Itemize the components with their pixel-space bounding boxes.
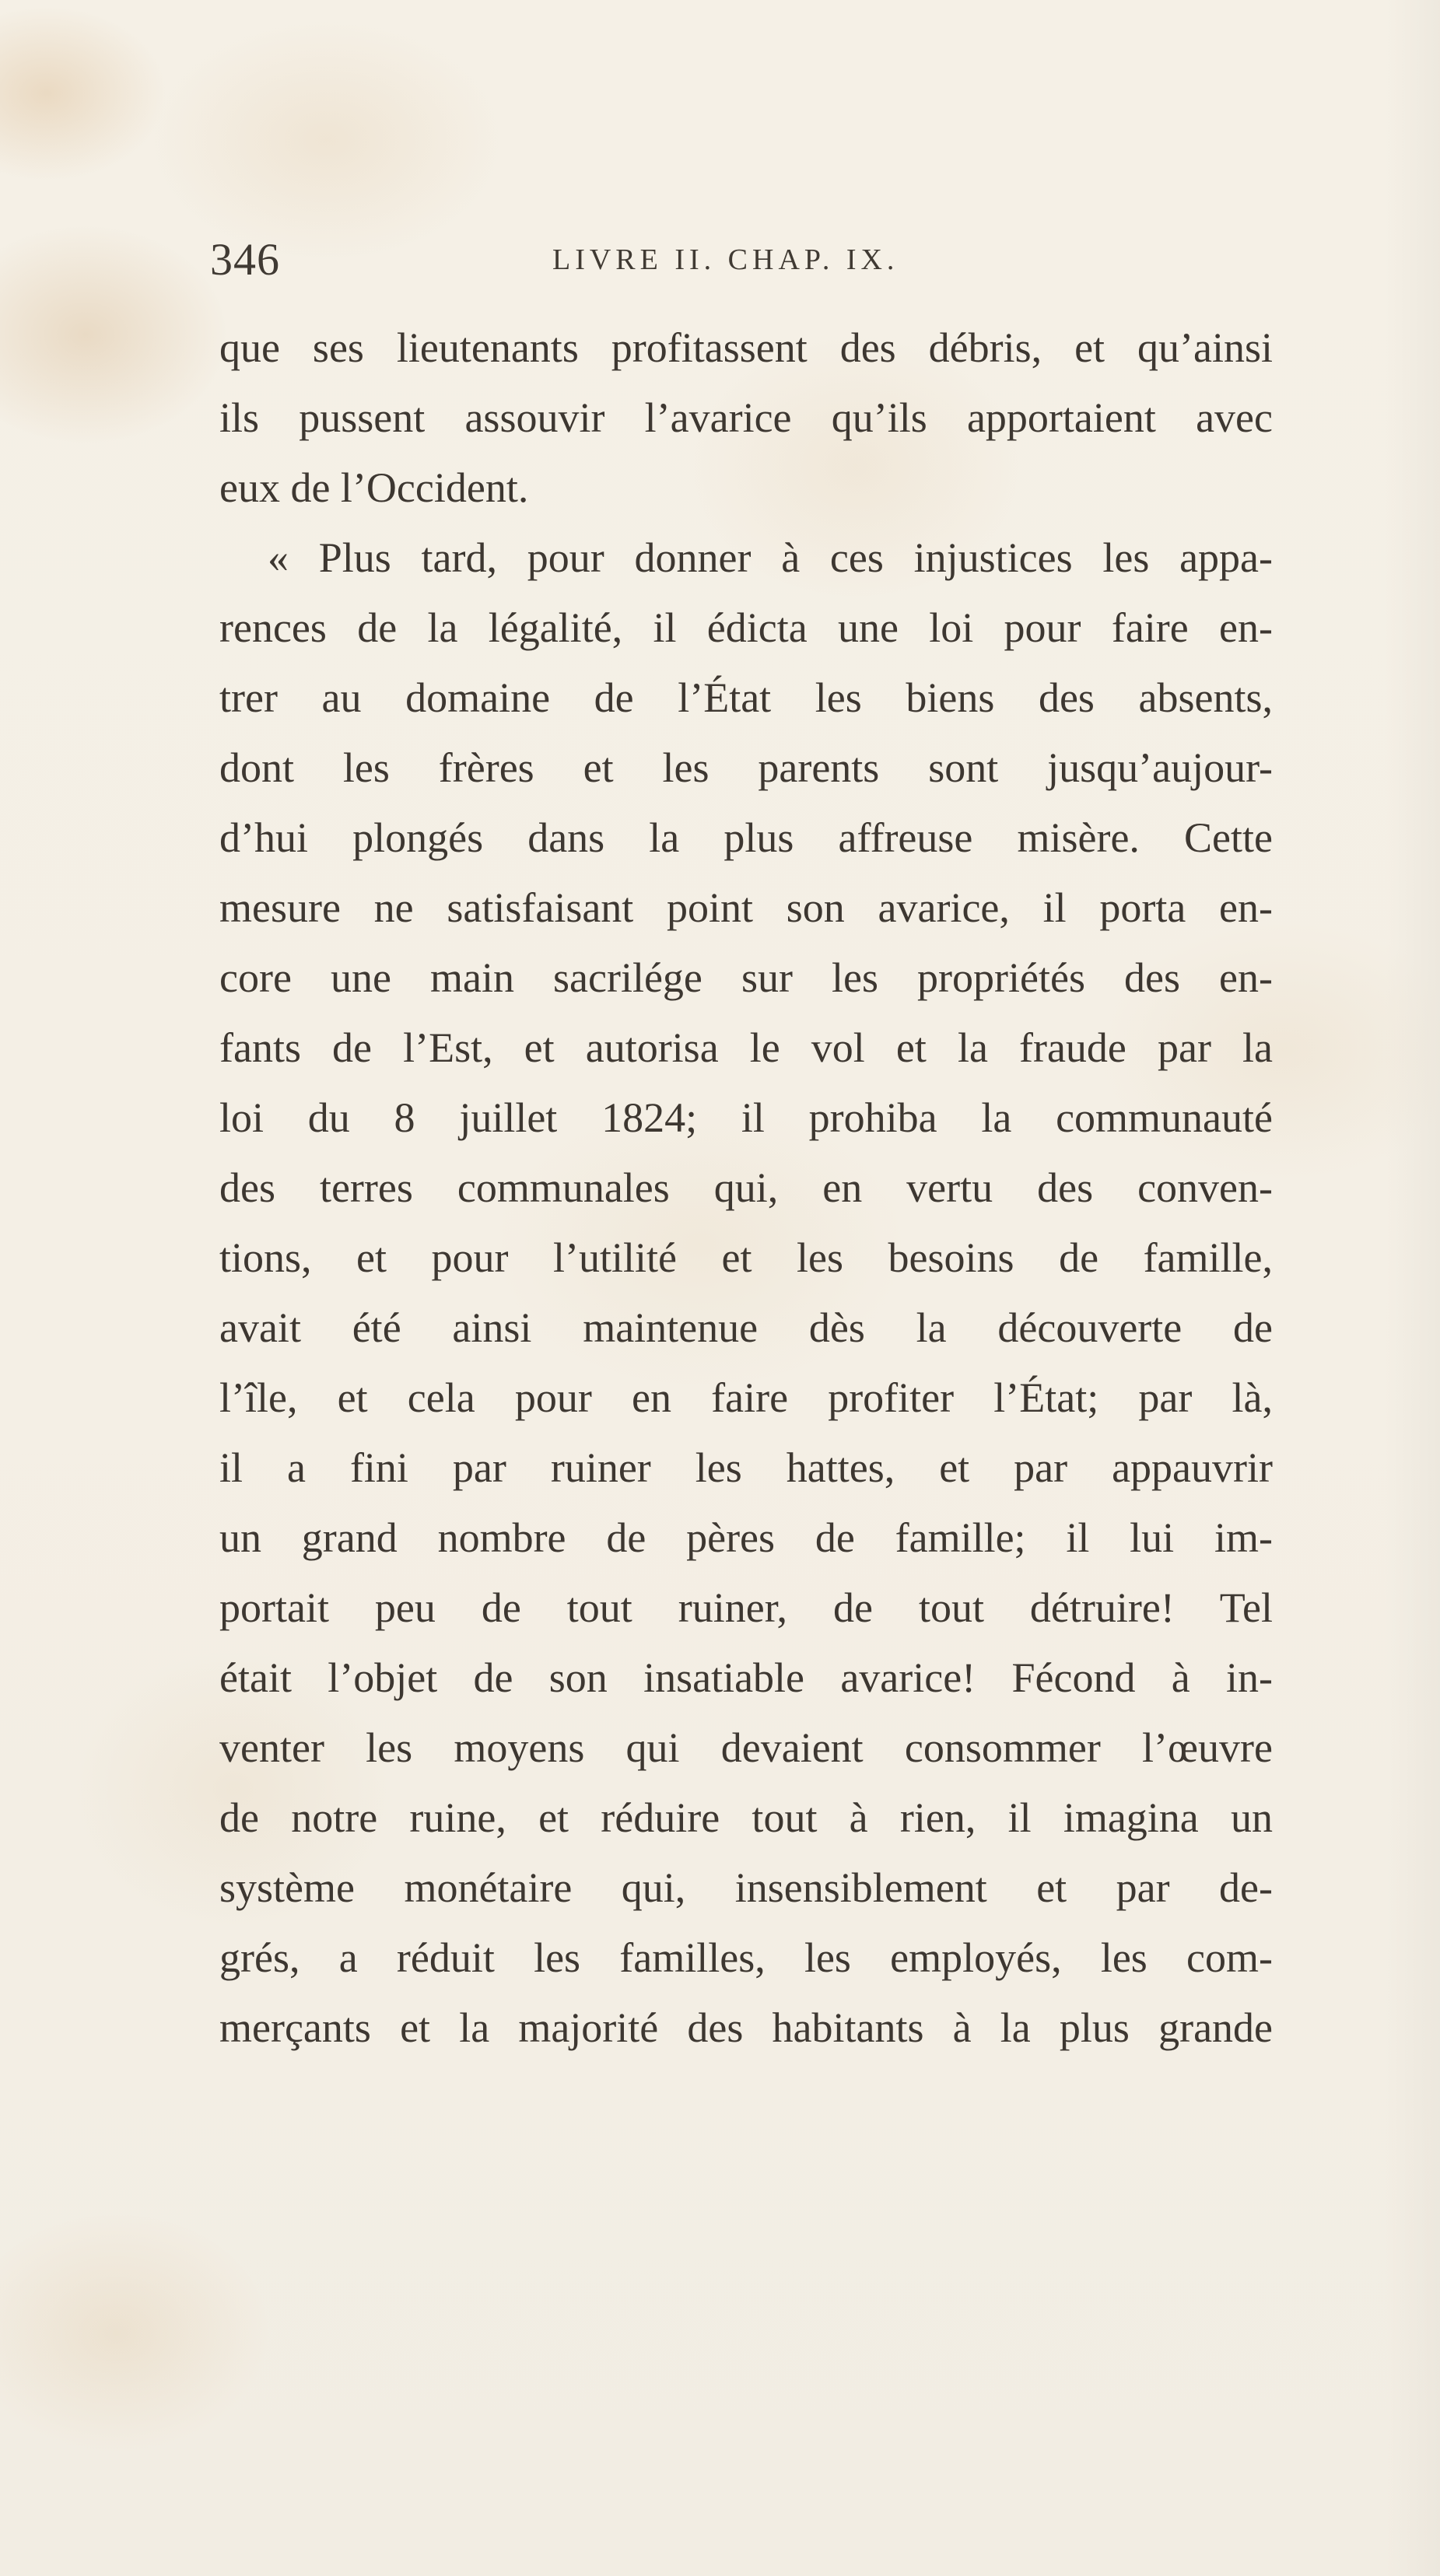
text-line: était l’objet de son insatiable avarice! Fécond à in- <box>219 1654 1273 1701</box>
text-line: avait été ainsi maintenue dès la découverte de <box>219 1304 1273 1351</box>
text-line: loi du 8 juillet 1824; il prohiba la communauté <box>219 1094 1273 1141</box>
text-line: eux de l’Occident. <box>219 464 529 511</box>
text-line: dont les frères et les parents sont jusqu’aujour- <box>219 744 1273 791</box>
text-line: l’île, et cela pour en faire profiter l’État; par là, <box>219 1374 1273 1421</box>
text-line: portait peu de tout ruiner, de tout détruire! Tel <box>219 1584 1273 1631</box>
page-header <box>210 233 1273 296</box>
page-number: 346 <box>210 234 280 285</box>
text-line: tions, et pour l’utilité et les besoins de famille, <box>219 1234 1273 1281</box>
text-line: des terres communales qui, en vertu des conven- <box>219 1164 1273 1211</box>
text-line: rences de la légalité, il édicta une loi pour faire en- <box>219 604 1273 651</box>
text-line: un grand nombre de pères de famille; il lui im- <box>219 1514 1273 1561</box>
body-text <box>219 313 1273 2063</box>
running-head: LIVRE II. CHAP. IX. <box>552 243 899 276</box>
text-line: ils pussent assouvir l’avarice qu’ils apportaient avec <box>219 394 1273 441</box>
text-line: venter les moyens qui devaient consommer l’œuvre <box>219 1724 1273 1771</box>
text-line: « Plus tard, pour donner à ces injustices les appa- <box>268 534 1273 581</box>
text-line: trer au domaine de l’État les biens des absents, <box>219 674 1273 721</box>
text-line: mesure ne satisfaisant point son avarice, il porta en- <box>219 884 1273 931</box>
text-line: fants de l’Est, et autorisa le vol et la fraude par la <box>219 1024 1273 1071</box>
text-line: core une main sacrilége sur les propriétés des en- <box>219 954 1273 1001</box>
text-line: grés, a réduit les familles, les employés, les com- <box>219 1934 1273 1981</box>
text-line: de notre ruine, et réduire tout à rien, il imagina un <box>219 1794 1273 1841</box>
text-line: merçants et la majorité des habitants à la plus grande <box>219 2004 1273 2051</box>
text-line: d’hui plongés dans la plus affreuse misère. Cette <box>219 814 1273 861</box>
text-line: que ses lieutenants profitassent des débris, et qu’ainsi <box>219 324 1273 371</box>
text-line: il a fini par ruiner les hattes, et par appauvrir <box>219 1444 1273 1491</box>
text-line: système monétaire qui, insensiblement et par de- <box>219 1864 1273 1911</box>
